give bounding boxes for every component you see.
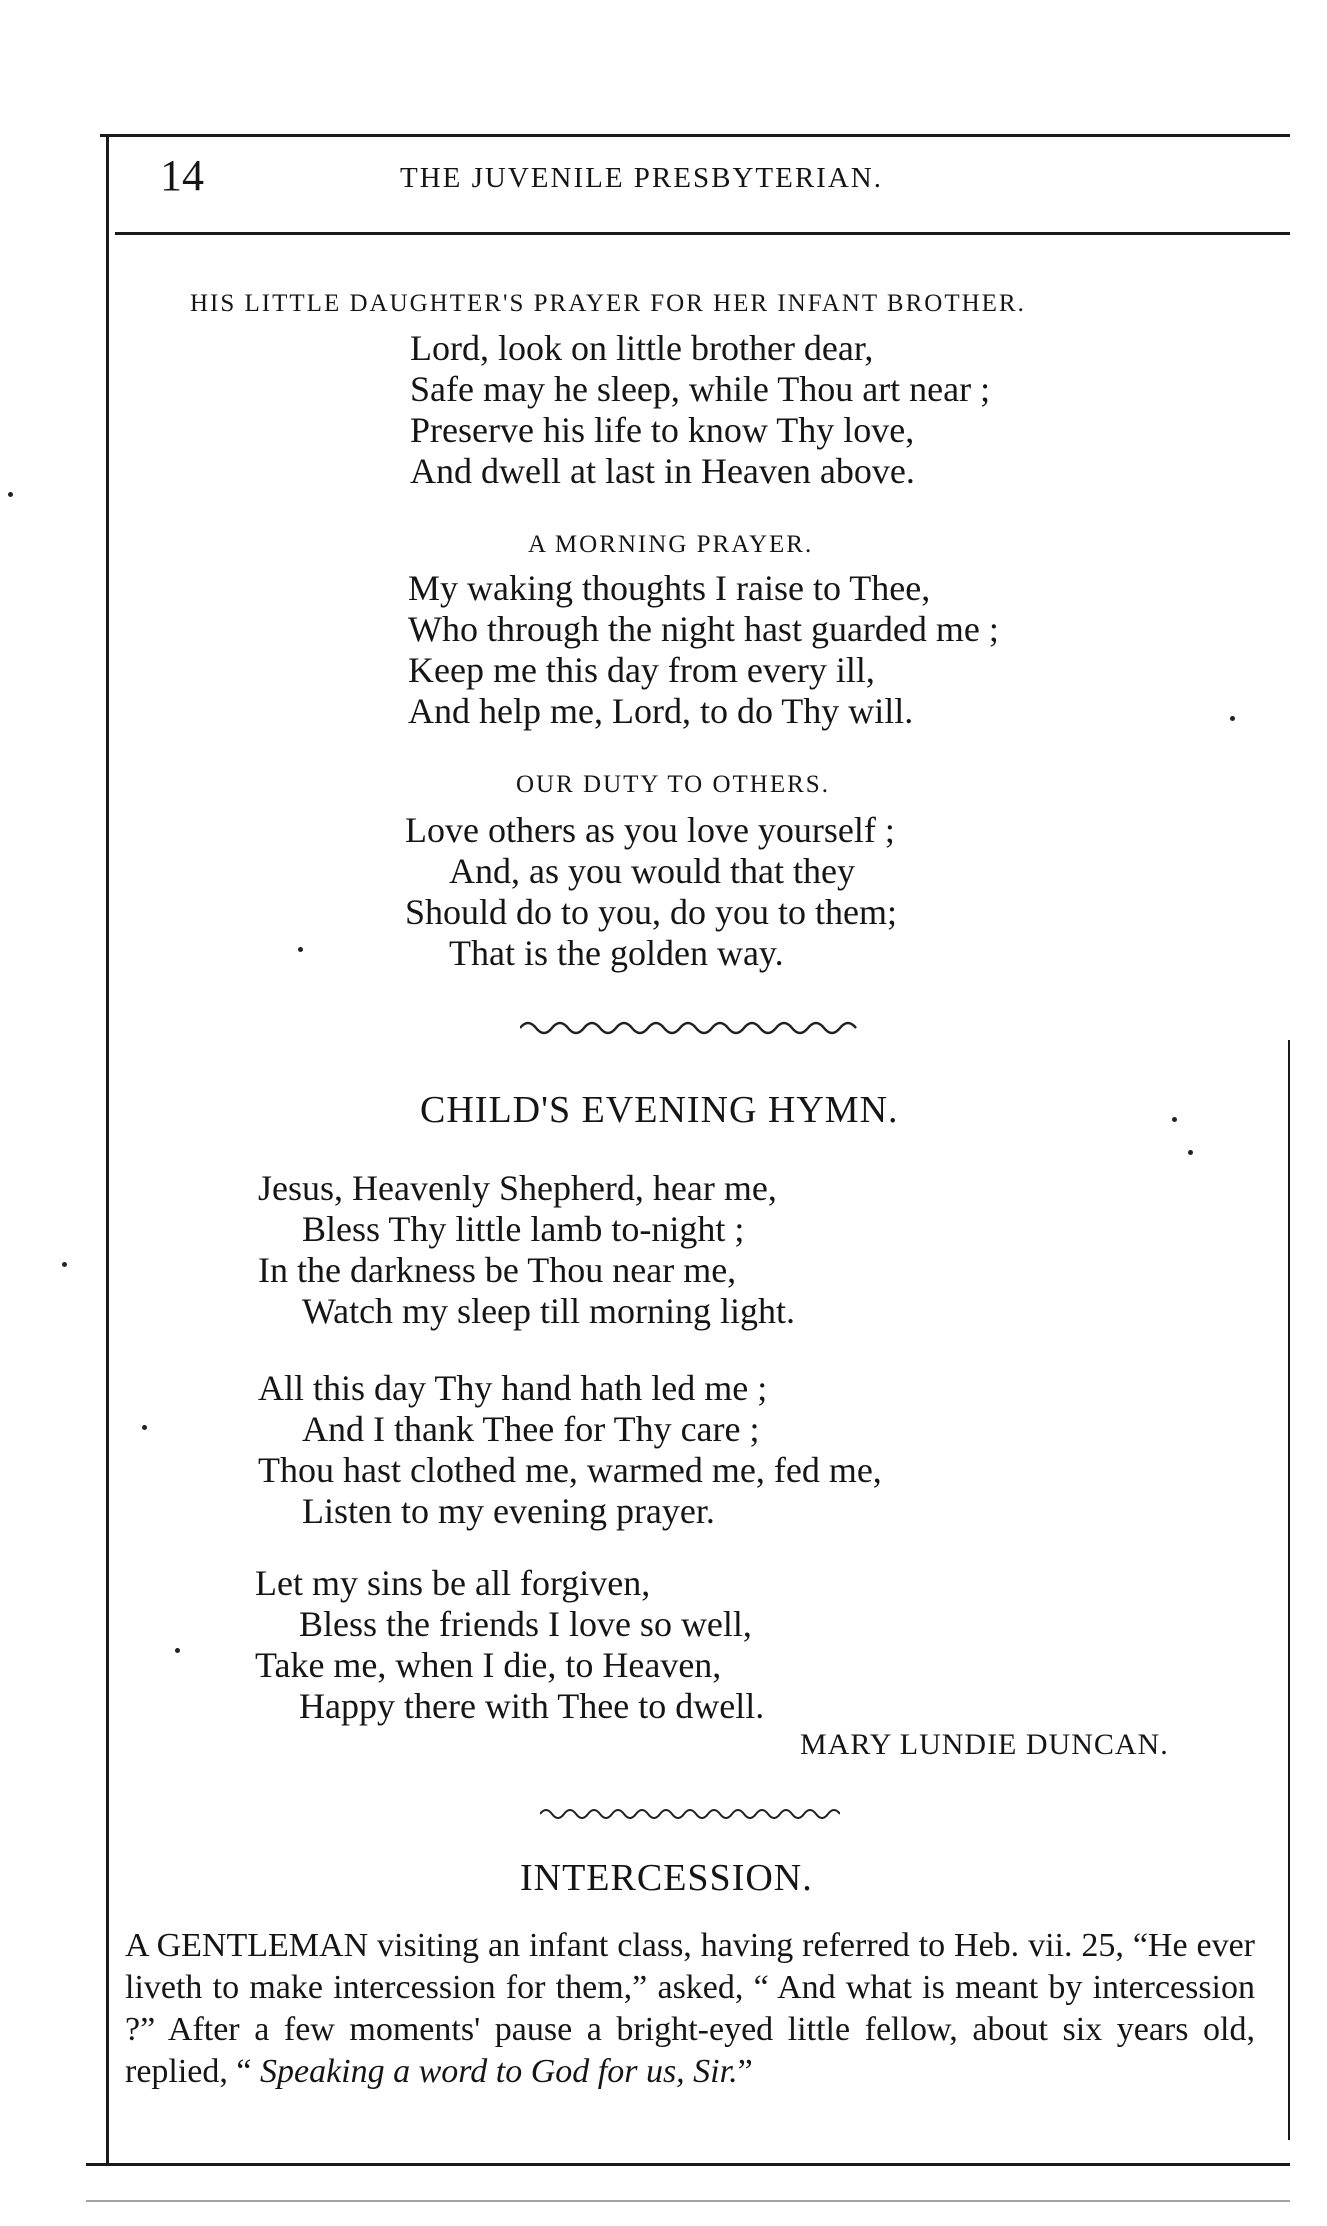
poem-line: Preserve his life to know Thy love,	[410, 410, 915, 450]
section3-poem	[405, 810, 897, 974]
footer-line	[86, 2200, 1290, 2202]
poem-line: Who through the night hast guarded me ;	[408, 609, 999, 649]
section2-poem	[408, 568, 999, 732]
bottom-rule	[86, 2163, 1290, 2166]
hymn-stanza-2	[258, 1368, 882, 1532]
poem-line: Listen to my evening prayer.	[302, 1491, 715, 1531]
poem-line: All this day Thy hand hath led me ;	[258, 1368, 768, 1408]
header-rule	[115, 232, 1290, 235]
poem-line: And I thank Thee for Thy care ;	[302, 1409, 760, 1449]
scan-speck	[175, 1648, 180, 1653]
poem-line: And help me, Lord, to do Thy will.	[408, 691, 914, 731]
paragraph-text: A GENTLEMAN visiting an infant class, having referred to Heb. vii. 25, “He ever liveth to make intercession for them,” asked, “ And what is meant by intercession ?” After a few moments' pause a bright-eyed little fellow, about six years old, replied, “	[125, 1927, 1255, 2090]
poem-line: Watch my sleep till morning light.	[302, 1291, 796, 1331]
hymn-stanza-3	[255, 1563, 764, 1727]
poem-line: Bless the friends I love so well,	[299, 1604, 752, 1644]
poem-line: My waking thoughts I raise to Thee,	[408, 568, 931, 608]
poem-line: Lord, look on little brother dear,	[410, 328, 874, 368]
poem-line: In the darkness be Thou near me,	[258, 1250, 737, 1290]
section3-heading: OUR DUTY TO OTHERS.	[516, 771, 830, 798]
running-title: THE JUVENILE PRESBYTERIAN.	[400, 162, 883, 194]
poem-line: Should do to you, do you to them;	[405, 892, 898, 932]
wavy-ornament	[520, 1018, 870, 1043]
page-number: 14	[160, 151, 204, 200]
section1-heading: HIS LITTLE DAUGHTER'S PRAYER FOR HER INFANT BROTHER.	[190, 290, 1026, 317]
poem-line: And, as you would that they	[449, 851, 855, 891]
right-border	[1288, 1040, 1290, 2140]
poem-line: And dwell at last in Heaven above.	[410, 451, 915, 491]
scan-speck	[8, 492, 13, 497]
poem-line: Jesus, Heavenly Shepherd, hear me,	[258, 1168, 777, 1208]
intercession-paragraph	[125, 1925, 1255, 2093]
hymn-attribution: MARY LUNDIE DUNCAN.	[800, 1728, 1169, 1761]
scan-speck	[1188, 1150, 1193, 1155]
wavy-ornament	[540, 1805, 840, 1828]
poem-line: That is the golden way.	[449, 933, 784, 973]
closing-quote: ”	[737, 2053, 753, 2090]
wavy-rule-icon	[540, 1805, 840, 1823]
intercession-title: INTERCESSION.	[520, 1857, 813, 1899]
poem-line: Bless Thy little lamb to-night ;	[302, 1209, 745, 1249]
section2-heading: A MORNING PRAYER.	[528, 531, 814, 558]
poem-line: Let my sins be all forgiven,	[255, 1563, 651, 1603]
scan-speck	[298, 947, 303, 952]
poem-line: Thou hast clothed me, warmed me, fed me,	[258, 1450, 882, 1490]
scan-speck	[142, 1425, 147, 1430]
scan-speck	[1230, 716, 1235, 721]
wavy-rule-icon	[520, 1018, 870, 1038]
section1-poem	[410, 328, 990, 492]
scan-speck	[62, 1262, 67, 1267]
poem-line: Safe may he sleep, while Thou art near ;	[410, 369, 991, 409]
poem-line: Love others as you love yourself ;	[405, 810, 895, 850]
hymn-title: CHILD'S EVENING HYMN.	[420, 1089, 899, 1131]
poem-line: Happy there with Thee to dwell.	[299, 1686, 765, 1726]
poem-line: Take me, when I die, to Heaven,	[255, 1645, 722, 1685]
left-border	[106, 134, 109, 2164]
poem-line: Keep me this day from every ill,	[408, 650, 875, 690]
italic-reply: Speaking a word to God for us, Sir.	[260, 2053, 738, 2090]
scan-speck	[1172, 1117, 1177, 1122]
hymn-stanza-1	[258, 1168, 795, 1332]
top-rule	[100, 134, 1290, 137]
